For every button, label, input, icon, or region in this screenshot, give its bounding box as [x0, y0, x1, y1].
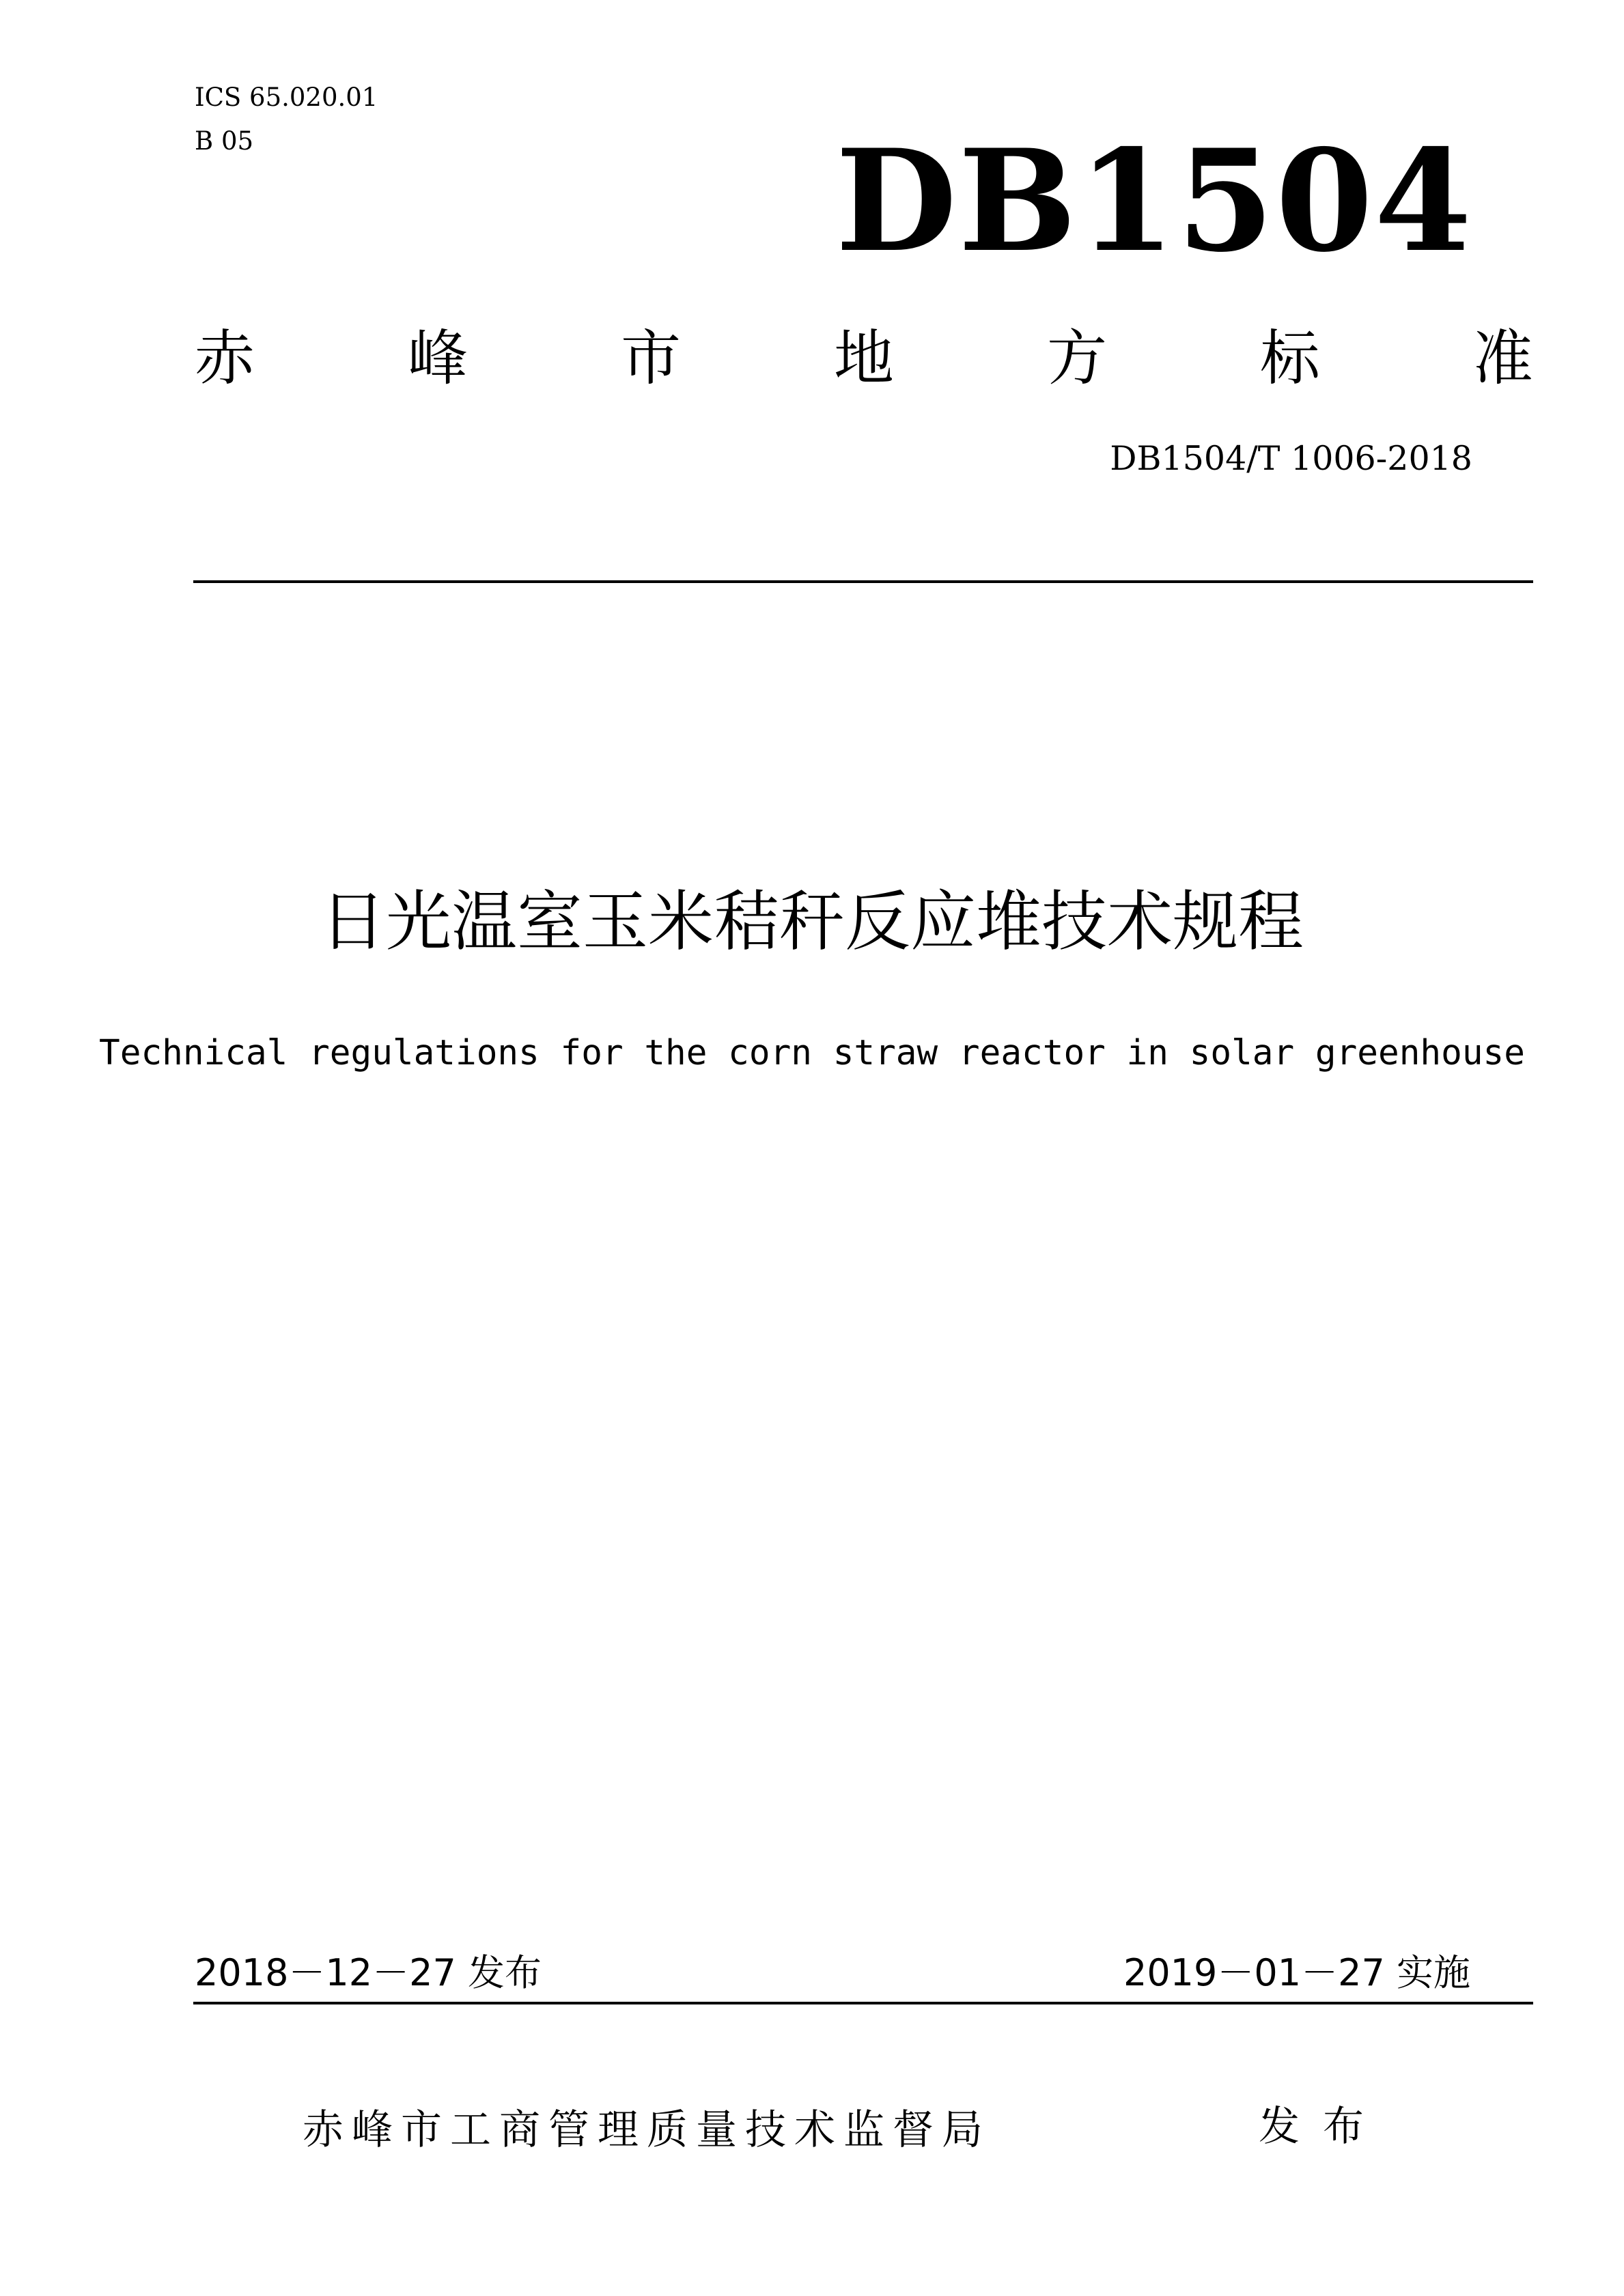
issue-date: 2018－12－27 发布 — [195, 1951, 542, 1994]
ics-code: ICS 65.020.01 — [195, 83, 378, 112]
footer-divider — [193, 2002, 1533, 2004]
document-title-zh: 日光温室玉米秸秆反应堆技术规程 — [320, 883, 1304, 960]
standard-type-char: 地 — [833, 323, 894, 393]
standard-number: DB1504/T 1006-2018 — [1110, 439, 1472, 478]
standard-type-char: 赤 — [195, 323, 255, 393]
standard-type-char: 方 — [1046, 323, 1107, 393]
classification-code: B 05 — [195, 126, 254, 156]
standard-type-char: 市 — [620, 323, 681, 393]
header-divider — [193, 580, 1533, 583]
standard-type-heading — [195, 321, 1533, 396]
standard-type-char: 峰 — [407, 323, 468, 393]
standard-type-char: 标 — [1259, 323, 1320, 393]
implementation-date: 2019－01－27 实施 — [1123, 1951, 1470, 1994]
db-code-logo: DB1504 — [835, 119, 1473, 283]
publish-label: 发布 — [1259, 2103, 1387, 2151]
standard-type-char: 准 — [1472, 323, 1533, 393]
document-title-en: Technical regulations for the corn straw reactor in solar greenhouse — [99, 1033, 1525, 1073]
publisher-name: 赤峰市工商管理质量技术监督局 — [303, 2106, 991, 2154]
